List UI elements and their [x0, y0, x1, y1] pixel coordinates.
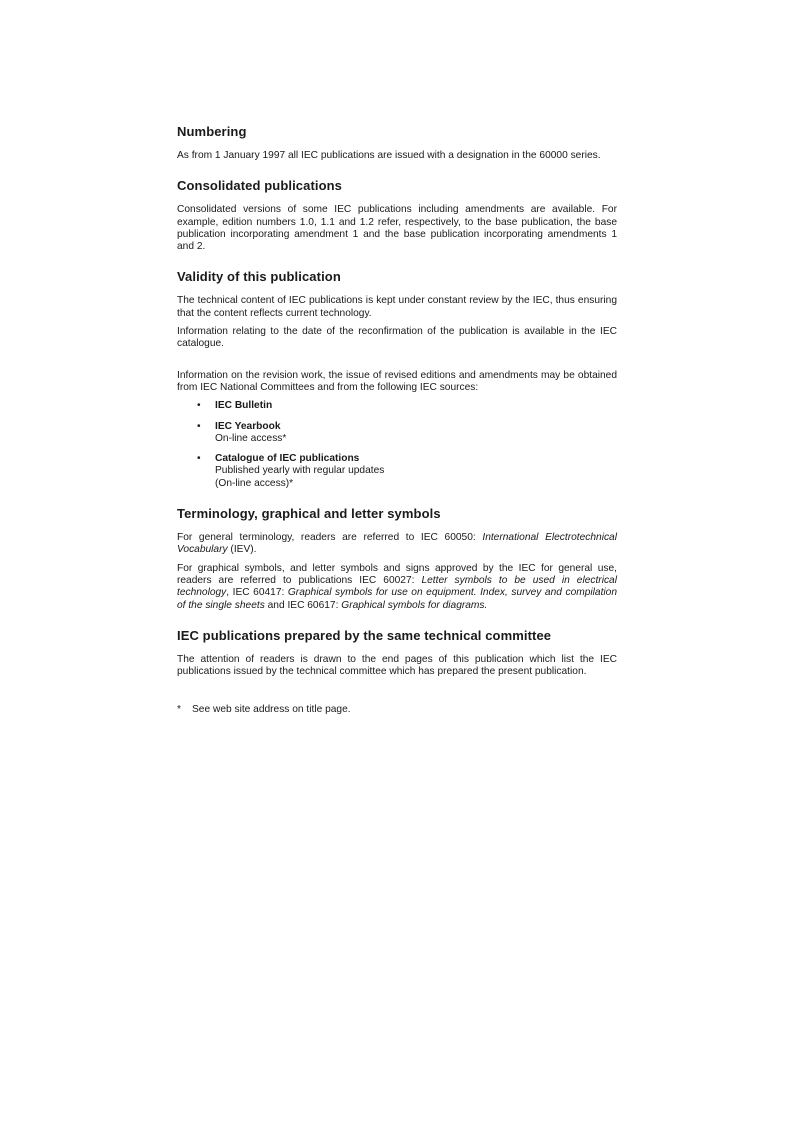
text-span: For graphical symbols, and letter symbols and signs approved by the IEC for general use, readers are referred to publications IEC 60027: [177, 562, 617, 586]
italic-title: Graphical symbols for use on equipment. Index, survey and compilation of the single sheets [177, 587, 617, 611]
italic-title: Letter symbols to be used in electrical technology [177, 574, 617, 599]
source-detail: (On-line access)* [215, 477, 294, 489]
footnote-marker: * [177, 704, 181, 716]
source-detail: Published yearly with regular updates [215, 465, 385, 477]
committee-text: The attention of readers is drawn to the end pages of this publication which list the IEC publications issued by the technical committee which has prepared the present publication. [177, 653, 617, 678]
heading-numbering: Numbering [177, 124, 247, 139]
italic-title: International Electrotechnical Vocabulary [177, 532, 617, 556]
list-item [177, 400, 617, 412]
footnote-text: See web site address on title page. [192, 704, 351, 716]
text-span: (IEV). [227, 544, 257, 556]
source-title: IEC Yearbook [215, 420, 281, 432]
validity-para-2: Information relating to the date of the reconfirmation of the publication is available in the IEC catalogue. [177, 326, 617, 350]
terminology-para-2 [177, 563, 617, 612]
document-body [177, 124, 617, 717]
list-item [177, 453, 617, 490]
italic-title: Graphical symbols for diagrams. [341, 599, 488, 611]
heading-validity: Validity of this publication [177, 269, 341, 285]
list-item [177, 421, 617, 446]
consolidated-text: Consolidated versions of some IEC publications including amendments are available. For example, edition numbers 1.0, 1.1 and 1.2 refer, respectively, to the base publication, the base publication incorporating amendment 1 and the base publication incorporating amendments 1 and 2. [177, 204, 617, 253]
heading-consolidated: Consolidated publications [177, 178, 343, 194]
sources-list [177, 400, 617, 490]
terminology-para-1 [177, 532, 617, 557]
numbering-text: As from 1 January 1997 all IEC publications are issued with a designation in the 60000 series. [177, 150, 601, 161]
source-detail: On-line access* [215, 432, 287, 444]
validity-para-3: Information on the revision work, the issue of revised editions and amendments may be obtained from IEC National Committees and from the following IEC sources: [177, 369, 617, 393]
heading-terminology: Terminology, graphical and letter symbols [177, 506, 441, 522]
text-span: , IEC 60417: [226, 587, 288, 599]
text-span: and IEC 60617: [264, 599, 342, 611]
text-span: For general terminology, readers are referred to IEC 60050: [177, 532, 483, 544]
validity-para-1: The technical content of IEC publications is kept under constant review by the IEC, thus ensuring that the content reflects current technology. [177, 295, 617, 319]
bullet-icon: • [197, 420, 201, 432]
bullet-icon: • [197, 400, 201, 412]
footnote [177, 704, 617, 716]
heading-committee: IEC publications prepared by the same technical committee [177, 627, 552, 643]
source-title: IEC Bulletin [215, 400, 273, 412]
source-title: Catalogue of IEC publications [215, 453, 360, 465]
bullet-icon: • [197, 453, 201, 465]
